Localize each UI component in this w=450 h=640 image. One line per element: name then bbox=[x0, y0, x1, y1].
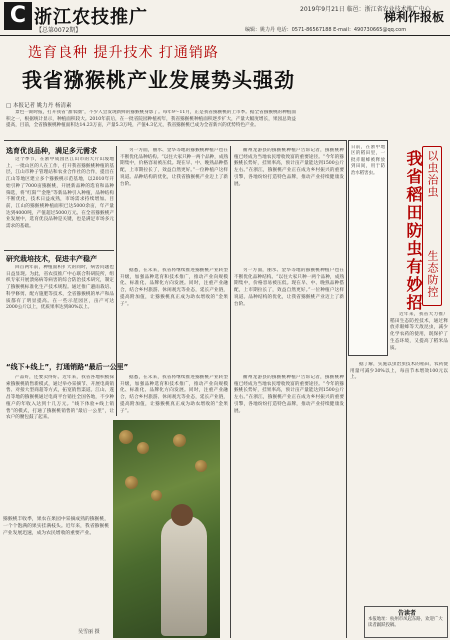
masthead bbox=[0, 0, 450, 36]
farmer-head bbox=[171, 504, 193, 526]
right-body: 近年来，我省大力推广稻田生态防控技术，通过释放赤眼蜂等天敌昆虫，减少化学农药的使用，既保护了生态环境，又提高了稻米品质。 bbox=[390, 312, 448, 351]
lead-headline: 我省猕猴桃产业发展势头强劲 bbox=[22, 68, 295, 92]
right-headline: 我省稻田防虫有妙招 bbox=[404, 150, 423, 312]
kiwifruit-shape bbox=[151, 490, 162, 501]
kiwifruit-shape bbox=[119, 430, 133, 444]
kiwifruit-harvest-photo bbox=[113, 420, 220, 638]
section1-body-cont: 另一方面，丽水、金华等地的猕猴桃种植户也在不断优化品种结构。“以往大家只种一两个品种，成熟期集中，价格容易被压低。现在早、中、晚熟品种搭配，上市期拉长了，效益自然更好。”一位种植户这样说道。品种结构的优化，让我省猕猴桃产业迈上了新台阶。 bbox=[120, 148, 228, 187]
kiwifruit-shape bbox=[137, 442, 149, 454]
lead-intro: 景色一期时报，打开我省“甜农圈”，不少人会发现新鲜的猕猴桃身影了。每年9～11月，正是我省猕猴桃的上市季。据全省猕猴桃的种植面积之一，根据统计显示，种植面积较大。2010年前后，在一批省院园种植初年，我省猕猴桃种植面积逐步扩大，产量大幅度增长，果园总效益提高，目前，全省猕猴桃种植面积达14.23万亩，产量5.3万吨，产值4.3亿元，我省猕猴桃已成为全省新兴的优势特色产业。 bbox=[6, 110, 296, 129]
kiwifruit-shape bbox=[195, 460, 207, 472]
right-kicker-2: 生态防控 bbox=[426, 250, 439, 298]
section3-body-cont: 据悉，在未来，我省将继续推进猕猴桃产业转型升级，加强品种选育和技术推广，推动产业向规模化、标准化、品牌化方向发展。同时，注重产业融合，结合乡村旅游、休闲观光等业态，延长产业链，提高附加值，让猕猴桃真正成为助农增收的“金果子”。 bbox=[120, 375, 228, 414]
lead-kicker: 选育良种 提升技术 打通销路 bbox=[28, 45, 219, 61]
right-kicker: 以虫治虫 bbox=[426, 150, 439, 198]
photo-caption: 猕猴桃丰收季，果农在果园中采摘成熟的猕猴桃，一个个饱满的果实挂满枝头。近年来，我省猕猴桃产业发展迅速，成为农民增收的重要产业。 bbox=[3, 517, 109, 537]
col3-body-lower: 衢州龙游县的猕猴桃种植户告诉记者，猕猴桃种植已经成为当地农民增收致富的重要途径。“今年的猕猴桃长势好，挂果率高，预计亩产量能达到1500公斤左右。”在浙江，猕猴桃产业正在成为乡村振兴的重要引擎，各地纷纷打造特色品牌，推动产业持续健康发展。 bbox=[234, 375, 344, 414]
section2-body: 回首两年前，种植面积扩大的同时，病害问题也日益显现。为此，省农技推广中心联合科研院所，组织专家开展溃疡病等病害的综合防治技术研究，制定了猕猴桃标准化生产技术规程。通过推广避雨栽培、科学修剪、配方施肥等技术，全省猕猴桃的单产和品质都有了明显提高。在一些示范园区，亩产可达2000公斤以上，优质果率达到80%以上。 bbox=[6, 265, 114, 311]
section3-body: 产品好，还要卖得好。近年来，我省各地积极探索猕猴桃销售新模式，通过举办采摘节、开展电商销售、对接大型商超等方式，拓宽销售渠道。江山、遂昌等地的猕猴桃通过电商平台销往全国各地，不少种植户的年收入达到十几万元。“线下体验+线上销售”的模式，打通了猕猴桃销售的“最后一公里”，让农户的腰包鼓了起来。 bbox=[6, 375, 114, 421]
col3-body-cont: 另一方面，丽水、金华等地的猕猴桃种植户也在不断优化品种结构。“以往大家只种一两个品种，成熟期集中，价格容易被压低。现在早、中、晚熟品种搭配，上市期拉长了，效益自然更好。”一位种植户这样说道。品种结构的优化，让我省猕猴桃产业迈上了新台阶。 bbox=[234, 268, 344, 307]
column-rule bbox=[230, 146, 231, 638]
section1-body: 这个季节，在浙中成园区江山市的大片山坡地上，一批山区的人在工作，打开我省猕猴桃种植的基层，江山市种子管理站和农业合作社的合作，提出在江山等地区建立多个猕猴桃示范基地，以2010年开始引种了7000亩猕猴桃，开展新品种的选育和品种筛选，将“红阳”“金艳”等新品种引入种植，品种结构不断优化，技术日益成熟，市场需求持续增加。目前，江山的猕猴桃种植面积已达5000余亩，年产量达到4000吨，产值超过5000万元。在全省猕猴桃产业发展中，选育优良品种是关键，也是满足市场多元需求的基础。 bbox=[6, 157, 114, 230]
date-line: 2019年9月21日 临邑：浙江省农业技术推广中心 bbox=[300, 6, 431, 13]
lead-byline: □ 本报记者 姚力丹 杨清素 bbox=[6, 103, 72, 109]
section1-title: 选育优良品种，满足多元需求 bbox=[6, 147, 97, 155]
section3-title: “线下+线上”，打通销路“最后一公里” bbox=[6, 363, 129, 371]
column-rule bbox=[116, 146, 117, 416]
notice-box bbox=[364, 606, 448, 638]
editor-info: 编辑：姚力丹 电话：0571-86567188 E-mail：490730665@qq.com bbox=[245, 27, 407, 33]
section-name: 浙江农技推广 bbox=[34, 7, 148, 28]
photo-credit: 吴雪丽 摄 bbox=[78, 629, 100, 635]
section-letter: C bbox=[4, 2, 32, 30]
notice-body: 本报地址：杭州市凤起东路，欢迎广大读者踊跃投稿。 bbox=[368, 617, 443, 628]
farmer-figure bbox=[161, 516, 207, 636]
divider bbox=[4, 250, 114, 251]
column-rule bbox=[346, 140, 347, 638]
paper-name: 梯利作报板 bbox=[383, 10, 444, 24]
notice-title: 告读者 bbox=[397, 610, 416, 617]
kiwifruit-shape bbox=[173, 434, 186, 447]
section2-title: 研究栽培技术，促进丰产稳产 bbox=[6, 255, 97, 263]
kiwifruit-shape bbox=[125, 476, 138, 489]
sidebar-text: 日前，在浙中地区的稻田里，一批赤眼蜂被释放到田间，用于防治水稻害虫。 bbox=[351, 145, 385, 176]
divider bbox=[4, 140, 346, 141]
right-body-cont: 据了解，实施以虫治虫技术的稻田，农药使用量可减少30%以上，每亩节本增效100元以上。 bbox=[350, 362, 448, 381]
section2-body-cont: 据悉，在未来，我省将继续推进猕猴桃产业转型升级，加强品种选育和技术推广，推动产业向规模化、标准化、品牌化方向发展。同时，注重产业融合，结合乡村旅游、休闲观光等业态，延长产业链，提高附加值，让猕猴桃真正成为助农增收的“金果子”。 bbox=[120, 268, 228, 307]
col3-body: 衢州龙游县的猕猴桃种植户告诉记者，猕猴桃种植已经成为当地农民增收致富的重要途径。“今年的猕猴桃长势好，挂果率高，预计亩产量能达到1500公斤左右。”在浙江，猕猴桃产业正在成为乡村振兴的重要引擎，各地纷纷打造特色品牌，推动产业持续健康发展。 bbox=[234, 148, 344, 187]
page-number: 【总第0072期】 bbox=[36, 27, 82, 34]
